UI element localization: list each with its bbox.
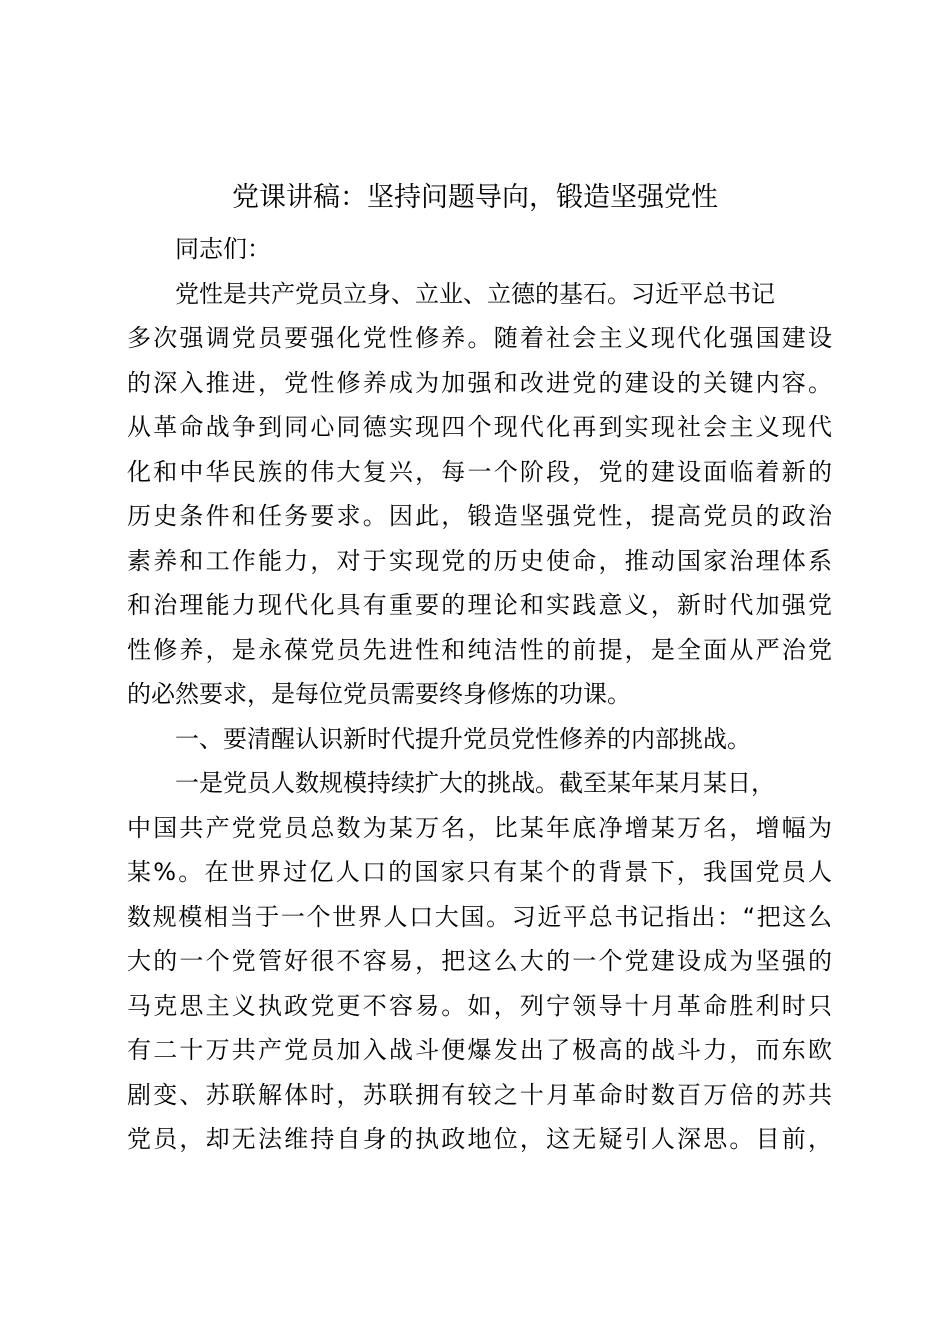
paragraph-line: 马克思主义执政党更不容易。如，列宁领导十月革命胜利时只	[127, 991, 832, 1020]
section-heading: 一、要清醒认识新时代提升党员党性修养的内部挑战。	[175, 724, 751, 753]
paragraph-line: 从革命战争到同心同德实现四个现代化再到实现社会主义现代	[127, 413, 832, 441]
paragraph-line: 数规模相当于一个世界人口大国。习近平总书记指出：“把这么	[127, 902, 832, 931]
paragraph-line: 某%。在世界过亿人口的国家只有某个的背景下，我国党员人	[127, 858, 832, 886]
paragraph-line: 素养和工作能力，对于实现党的历史使命，推动国家治理体系	[127, 546, 832, 575]
paragraph-line: 中国共产党党员总数为某万名，比某年底净增某万名，增幅为	[127, 813, 832, 842]
paragraph-challenge-1	[127, 761, 832, 1162]
document-body	[127, 227, 832, 1162]
paragraph-line: 大的一个党管好很不容易，把这么大的一个党建设成为坚强的	[127, 947, 832, 975]
salutation: 同志们：	[175, 235, 271, 263]
paragraph-line: 多次强调党员要强化党性修养。随着社会主义现代化强国建设	[127, 324, 832, 352]
paragraph-line: 一是党员人数规模持续扩大的挑战。截至某年某月某日，	[175, 769, 775, 797]
paragraph-line: 历史条件和任务要求。因此，锻造坚强党性，提高党员的政治	[127, 502, 832, 530]
paragraph-line: 的必然要求，是每位党员需要终身修炼的功课。	[127, 680, 631, 708]
paragraph-line: 党性是共产党员立身、立业、立德的基石。习近平总书记	[175, 279, 775, 308]
paragraph-line: 和治理能力现代化具有重要的理论和实践意义，新时代加强党	[127, 591, 832, 619]
paragraph-line: 化和中华民族的伟大复兴，每一个阶段，党的建设面临着新的	[127, 457, 832, 486]
paragraph-line: 党员，却无法维持自身的执政地位，这无疑引人深思。目前，	[127, 1125, 832, 1153]
paragraph-intro	[127, 272, 832, 717]
paragraph-line: 的深入推进，党性修养成为加强和改进党的建设的关键内容。	[127, 368, 832, 397]
paragraph-line: 有二十万共产党员加入战斗便爆发出了极高的战斗力，而东欧	[127, 1036, 832, 1064]
document-title: 党课讲稿：坚持问题导向，锻造坚强党性	[232, 182, 718, 213]
paragraph-line: 剧变、苏联解体时，苏联拥有较之十月革命时数百万倍的苏共	[127, 1080, 832, 1109]
paragraph-line: 性修养，是永葆党员先进性和纯洁性的前提，是全面从严治党	[127, 635, 832, 664]
